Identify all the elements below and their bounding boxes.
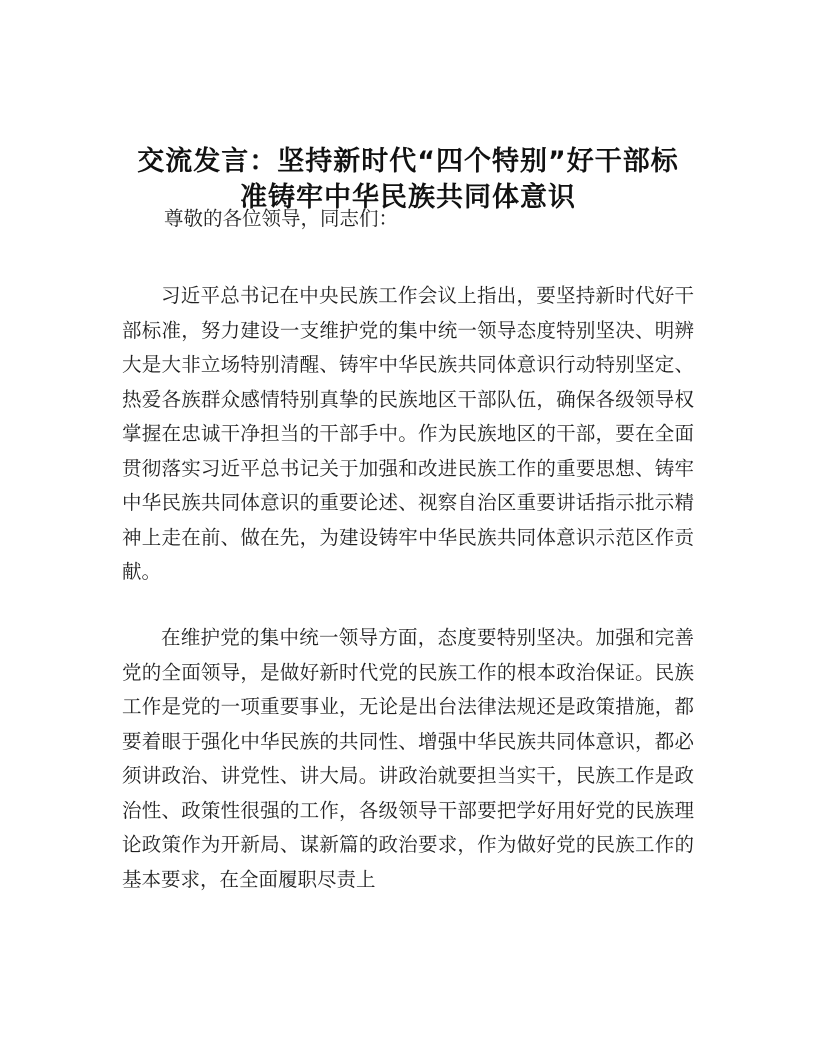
document-title xyxy=(0,144,816,216)
salutation: 尊敬的各位领导，同志们： xyxy=(164,207,399,230)
title-line-1: 交流发言：坚持新时代“四个特别”好干部标 xyxy=(137,146,679,177)
paragraph-2-container xyxy=(122,621,694,897)
paragraph-1-container xyxy=(122,279,694,590)
paragraph-2: 在维护党的集中统一领导方面，态度要特别坚决。加强和完善党的全面领导，是做好新时代党的民族工作的根本政治保证。民族工作是党的一项重要事业，无论是出台法律法规还是政策措施，都要着眼于强化中华民族的共同性、增强中华民族共同体意识，都必须讲政治、讲党性、讲大局。讲政治就要担当实干，民族工作是政治性、政策性很强的工作，各级领导干部要把学好用好党的民族理论政策作为开新局、谋新篇的政治要求，作为做好党的民族工作的基本要求，在全面履职尽责上 xyxy=(122,626,694,891)
title-line-2: 准铸牢中华民族共同体意识 xyxy=(240,182,576,213)
paragraph-1: 习近平总书记在中央民族工作会议上指出，要坚持新时代好干部标准，努力建设一支维护党的集中统一领导态度特别坚决、明辨大是大非立场特别清醒、铸牢中华民族共同体意识行动特别坚定、热爱各族群众感情特别真挚的民族地区干部队伍，确保各级领导权掌握在忠诚干净担当的干部手中。作为民族地区的干部，要在全面贯彻落实习近平总书记关于加强和改进民族工作的重要思想、铸牢中华民族共同体意识的重要论述、视察自治区重要讲话指示批示精神上走在前、做在先，为建设铸牢中华民族共同体意识示范区作贡献。 xyxy=(122,284,694,583)
